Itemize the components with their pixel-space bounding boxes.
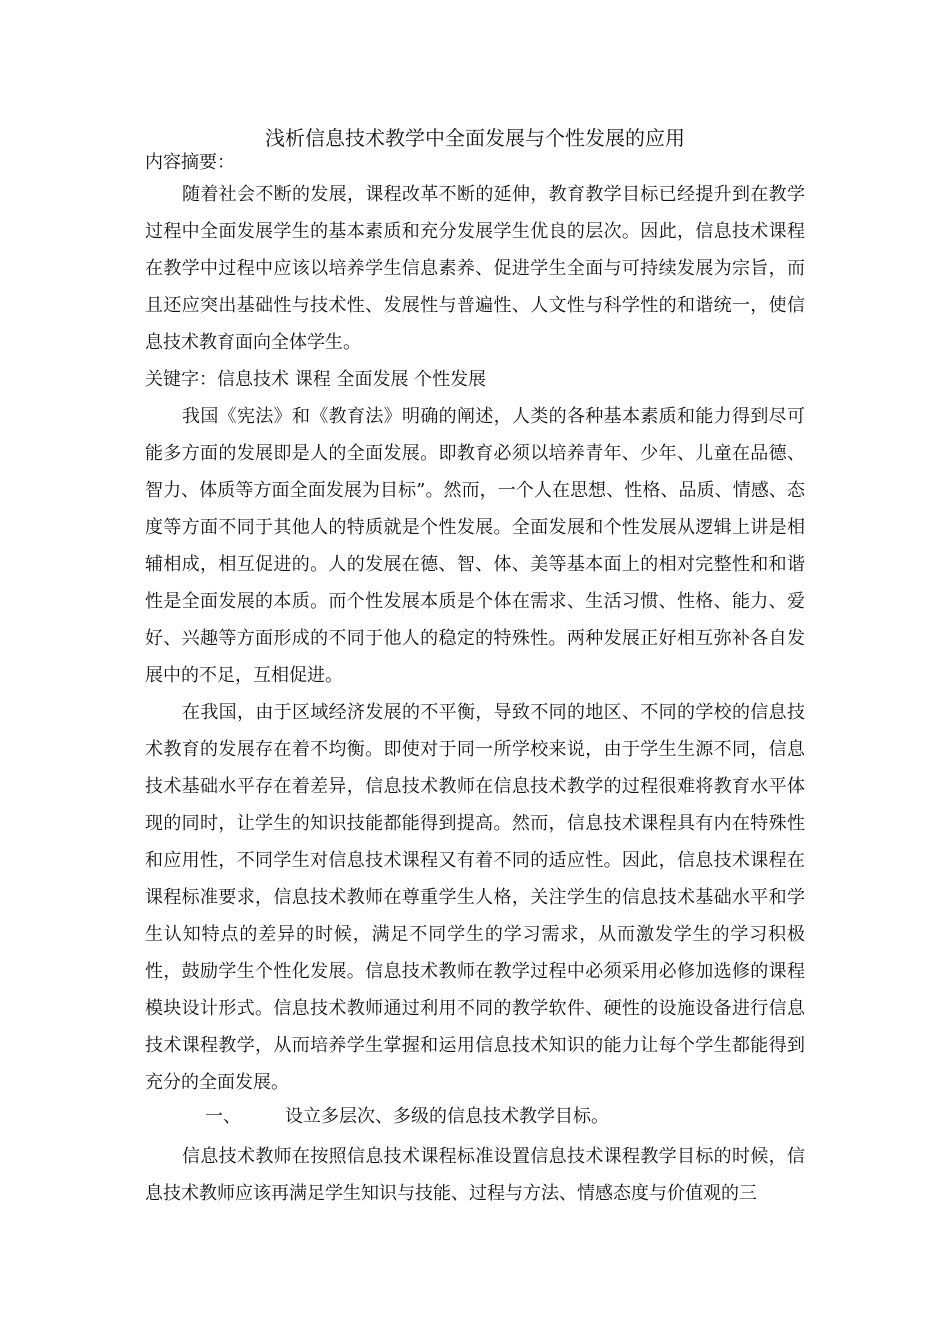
body-paragraph-2: 在我国，由于区域经济发展的不平衡，导致不同的地区、不同的学校的信息技术教育的发展存在着不均衡。即使对于同一所学校来说，由于学生生源不同，信息技术基础水平存在着差异，信息技术教师在信息技术教学的过程很难将教育水平体现的同时，让学生的知识技能都能得到提高。然而，信息技术课程具有内在特殊性和应用性，不同学生对信息技术课程又有着不同的适应性。因此，信息技术课程在课程标准要求，信息技术教师在尊重学生人格，关注学生的信息技术基础水平和学生认知特点的差异的时候，满足不同学生的学习需求，从而激发学生的学习积极性，鼓励学生个性化发展。信息技术教师在教学过程中必须采用必修加选修的课程模块设计形式。信息技术教师通过利用不同的教学软件、硬性的设施设备进行信息技术课程教学，从而培养学生掌握和运用信息技术知识的能力让每个学生都能得到充分的全面发展。 <box>145 702 805 1093</box>
abstract-label: 内容摘要： <box>145 152 235 173</box>
body-paragraph-3: 信息技术教师在按照信息技术课程标准设置信息技术课程教学目标的时候，信息技术教师应该再满足学生知识与技能、过程与方法、情感态度与价值观的三 <box>145 1146 805 1204</box>
document-title: 浅析信息技术教学中全面发展与个性发展的应用 <box>265 126 685 150</box>
section-title: 设立多层次、多级的信息技术教学目标。 <box>285 1106 609 1127</box>
body-paragraph-1: 我国《宪法》和《教育法》明确的阐述，人类的各种基本素质和能力得到尽可能多方面的发展即是人的全面发展。即教育必须以培养青年、少年、儿童在品德、智力、体质等方面全面发展为目标”。然而，一个人在思想、性格、品质、情感、态度等方面不同于其他人的特质就是个性发展。全面发展和个性发展从逻辑上讲是相辅相成，相互促进的。人的发展在德、智、体、美等基本面上的相对完整性和和谐性是全面发展的本质。而个性发展本质是个体在需求、生活习惯、性格、能力、爱好、兴趣等方面形成的不同于他人的稳定的特殊性。两种发展正好相互弥补各自发展中的不足，互相促进。 <box>145 406 805 686</box>
section-number: 一、 <box>205 1106 241 1127</box>
keywords-line: 关键字：信息技术 课程 全面发展 个性发展 <box>145 369 487 390</box>
abstract-paragraph: 随着社会不断的发展，课程改革不断的延伸，教育教学目标已经提升到在教学过程中全面发展学生的基本素质和充分发展学生优良的层次。因此，信息技术课程在教学中过程中应该以培养学生信息素养、促进学生全面与可持续发展为宗旨，而且还应突出基础性与技术性、发展性与普遍性、人文性与科学性的和谐统一，使信息技术教育面向全体学生。 <box>145 184 805 353</box>
section-heading-1 <box>205 1104 609 1130</box>
